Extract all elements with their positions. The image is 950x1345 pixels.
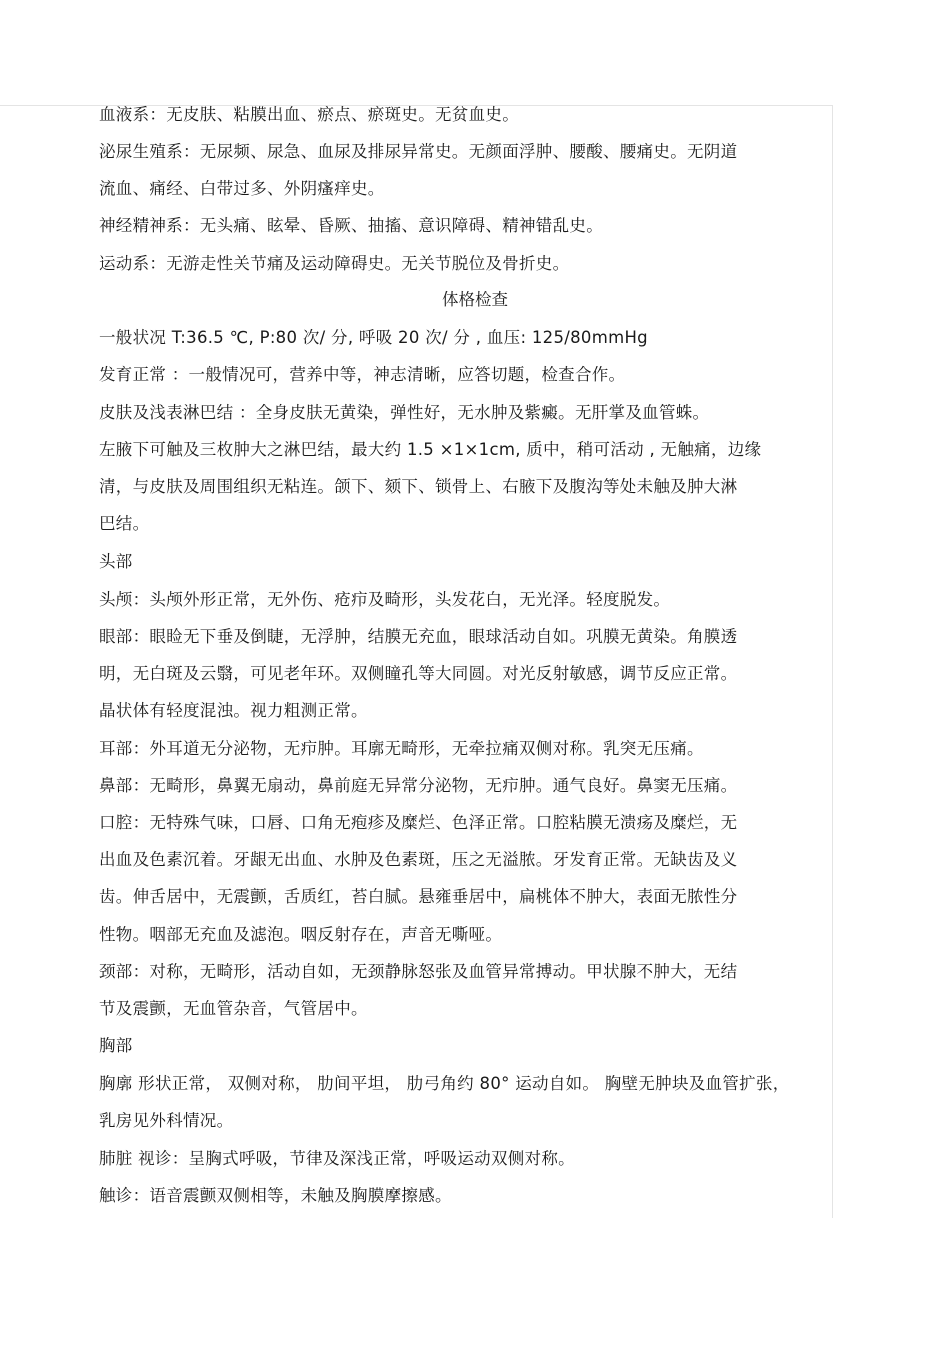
- ros-motor-line: 运动系：无游走性关节痛及运动障碍史。无关节脱位及骨折史。: [99, 254, 570, 273]
- ros-blood-line: 血液系：无皮肤、粘膜出血、瘀点、瘀斑史。无贫血史。: [99, 105, 519, 124]
- exam-mouth-line-1: 口腔：无特殊气味，口唇、口角无疱疹及糜烂、色泽正常。口腔粘膜无溃疡及糜烂，无: [99, 813, 738, 832]
- exam-skin-line: 皮肤及浅表淋巴结 ：全身皮肤无黄染，弹性好，无水肿及紫癜。无肝掌及血管蛛。: [99, 403, 710, 422]
- exam-lymph-line-2: 清，与皮肤及周围组织无粘连。颌下、颏下、锁骨上、右腋下及腹沟等处未触及肿大淋: [99, 477, 738, 496]
- exam-thorax-line-2: 乳房见外科情况。: [99, 1111, 234, 1130]
- exam-vitals-line: 一般状况 T:36.5 ℃, P:80 次/ 分, 呼吸 20 次/ 分 , 血压: 125/80mmHg: [99, 328, 648, 347]
- exam-neck-line-2: 节及震颤，无血管杂音，气管居中。: [99, 999, 368, 1018]
- ros-neuro-line: 神经精神系：无头痛、眩晕、昏厥、抽搐、意识障碍、精神错乱史。: [99, 216, 603, 235]
- exam-eyes-line-2: 明，无白斑及云翳，可见老年环。双侧瞳孔等大同圆。对光反射敏感，调节反应正常。: [99, 664, 738, 683]
- exam-eyes-line-3: 晶状体有轻度混浊。视力粗测正常。: [99, 701, 368, 720]
- exam-mouth-line-3: 齿。伸舌居中，无震颤，舌质红，苔白腻。悬雍垂居中，扁桃体不肿大，表面无脓性分: [99, 887, 738, 906]
- exam-lymph-line-1: 左腋下可触及三枚肿大之淋巴结，最大约 1.5 ×1×1cm, 质中，稍可活动 , 无触痛，边缘: [99, 440, 762, 459]
- exam-ears-line: 耳部：外耳道无分泌物，无疖肿。耳廓无畸形，无牵拉痛双侧对称。乳突无压痛。: [99, 739, 704, 758]
- exam-eyes-line-1: 眼部：眼睑无下垂及倒睫，无浮肿，结膜无充血，眼球活动自如。巩膜无黄染。角膜透: [99, 627, 738, 646]
- exam-lymph-line-3: 巴结。: [99, 514, 150, 533]
- exam-lung-inspection-line: 肺脏 视诊：呈胸式呼吸，节律及深浅正常，呼吸运动双侧对称。: [99, 1149, 575, 1168]
- exam-chest-heading: 胸部: [99, 1036, 133, 1055]
- exam-neck-line-1: 颈部：对称，无畸形，活动自如，无颈静脉怒张及血管异常搏动。甲状腺不肿大，无结: [99, 962, 738, 981]
- exam-thorax-line-1: 胸廓 形状正常， 双侧对称， 肋间平坦， 肋弓角约 80° 运动自如。 胸壁无肿块及血管扩张，: [99, 1074, 790, 1093]
- page-border-right: [832, 105, 833, 1218]
- section-title: 体格检查: [442, 290, 508, 309]
- exam-nose-line: 鼻部：无畸形，鼻翼无扇动，鼻前庭无异常分泌物，无疖肿。通气良好。鼻窦无压痛。: [99, 776, 738, 795]
- exam-development-line: 发育正常 ：一般情况可，营养中等，神志清晰，应答切题，检查合作。: [99, 365, 626, 384]
- exam-mouth-line-4: 性物。咽部无充血及滤泡。咽反射存在，声音无嘶哑。: [99, 925, 503, 944]
- exam-lung-palpation-line: 触诊：语音震颤双侧相等，未触及胸膜摩擦感。: [99, 1186, 452, 1205]
- ros-urogenital-line-2: 流血、痛经、白带过多、外阴瘙痒史。: [99, 179, 385, 198]
- exam-skull-line: 头颅：头颅外形正常，无外伤、疮疖及畸形，头发花白，无光泽。轻度脱发。: [99, 590, 671, 609]
- exam-mouth-line-2: 出血及色素沉着。牙龈无出血、水肿及色素斑，压之无溢脓。牙发育正常。无缺齿及义: [99, 850, 738, 869]
- ros-urogenital-line-1: 泌尿生殖系：无尿频、尿急、血尿及排尿异常史。无颜面浮肿、腰酸、腰痛史。无阴道: [99, 142, 738, 161]
- exam-head-heading: 头部: [99, 552, 133, 571]
